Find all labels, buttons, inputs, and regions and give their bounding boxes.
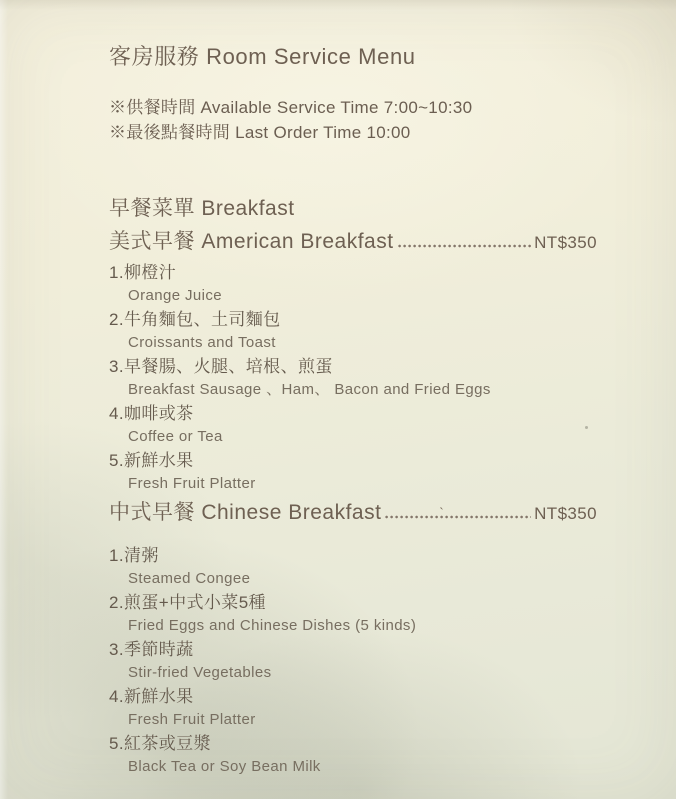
item-name-zh: 1.柳橙汁: [109, 263, 177, 282]
section-header-american-breakfast: [109, 228, 597, 256]
item-name-en: Coffee or Tea: [128, 428, 223, 445]
dotted-leader: [398, 244, 532, 248]
section-name: 中式早餐 Chinese Breakfast: [109, 501, 382, 524]
item-name-en: Fresh Fruit Platter: [128, 475, 256, 492]
section-header-chinese-breakfast: [109, 499, 597, 527]
item-name-en: Breakfast Sausage 、Ham、 Bacon and Fried Eggs: [128, 381, 491, 398]
item-name-en: Orange Juice: [128, 287, 223, 304]
menu-item: [109, 356, 597, 399]
section-price: NT$350: [534, 233, 597, 252]
chinese-breakfast-items: [109, 545, 597, 776]
menu-page: [109, 0, 597, 776]
service-time-note: ※供餐時間 Available Service Time 7:00~10:30: [109, 98, 473, 117]
menu-item: [109, 262, 597, 305]
american-breakfast-items: [109, 262, 597, 493]
service-notes: [109, 95, 597, 145]
item-name-zh: 3.季節時蔬: [109, 640, 194, 659]
paper-speck: [585, 426, 588, 429]
last-order-note: ※最後點餐時間 Last Order Time 10:00: [109, 123, 411, 142]
menu-item: [109, 639, 597, 682]
section-price: NT$350: [534, 504, 597, 523]
item-name-zh: 4.咖啡或茶: [109, 404, 194, 423]
menu-item: [109, 686, 597, 729]
page-title: 客房服務 Room Service Menu: [109, 44, 416, 69]
item-name-en: Fresh Fruit Platter: [128, 711, 256, 728]
item-name-zh: 5.新鮮水果: [109, 451, 194, 470]
menu-item: [109, 592, 597, 635]
item-name-zh: 2.牛角麵包、土司麵包: [109, 310, 281, 329]
menu-item: [109, 545, 597, 588]
section-name: 美式早餐 American Breakfast: [109, 230, 394, 253]
menu-item: [109, 403, 597, 446]
item-name-zh: 3.早餐腸、火腿、培根、煎蛋: [109, 357, 333, 376]
item-name-zh: 1.清粥: [109, 546, 159, 565]
item-name-en: Black Tea or Soy Bean Milk: [128, 758, 321, 775]
item-name-en: Stir-fried Vegetables: [128, 664, 272, 681]
menu-item: [109, 733, 597, 776]
page-edge-highlight: [0, 0, 8, 799]
breakfast-menu-title: 早餐菜單 Breakfast: [109, 197, 295, 220]
item-name-zh: 5.紅茶或豆漿: [109, 734, 211, 753]
item-name-en: Fried Eggs and Chinese Dishes (5 kinds): [128, 617, 417, 634]
item-name-zh: 2.煎蛋+中式小菜5種: [109, 593, 266, 612]
dotted-leader: [385, 505, 531, 520]
menu-item: [109, 309, 597, 352]
item-name-en: Steamed Congee: [128, 570, 251, 587]
menu-item: [109, 450, 597, 493]
stray-ink-mark: `: [439, 505, 445, 520]
item-name-zh: 4.新鮮水果: [109, 687, 194, 706]
item-name-en: Croissants and Toast: [128, 334, 276, 351]
